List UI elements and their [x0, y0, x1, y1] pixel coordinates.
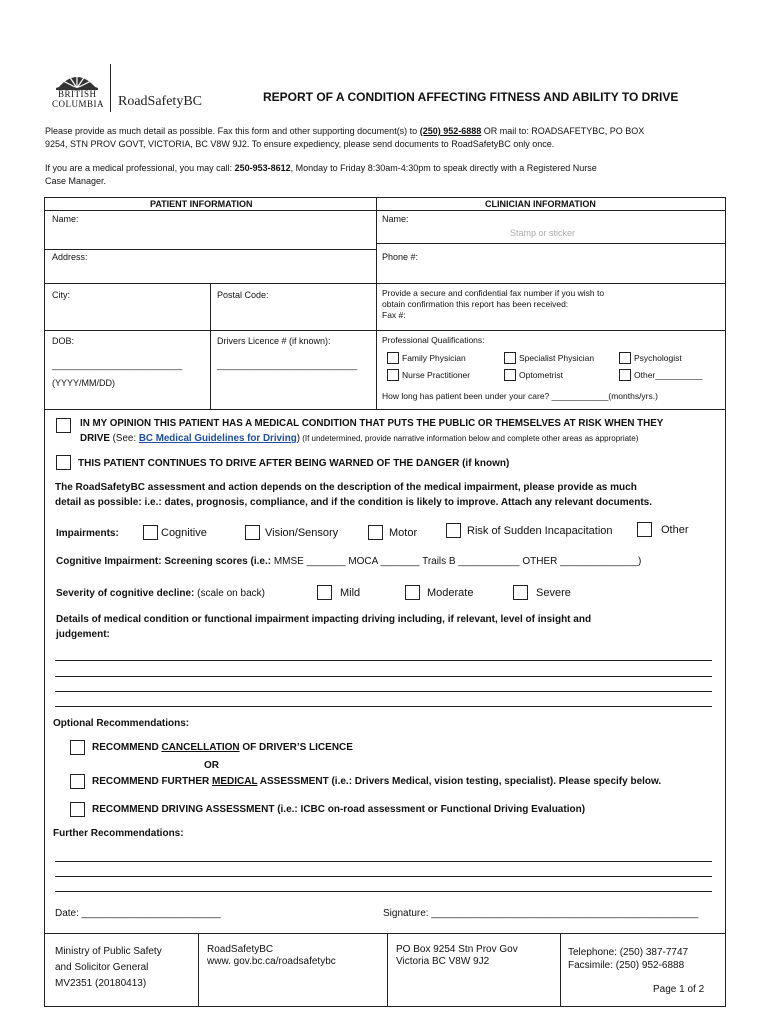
signature-field[interactable]: Signature: ________________________________________________ [383, 908, 699, 919]
cognitive-scores: Cognitive Impairment: Screening scores (i.e.: MMSE _______ MOCA _______ Trails B ___________ OTHER ______________) [56, 556, 642, 567]
form-number: MV2351 (20180413) [55, 978, 147, 989]
logo-gov-line2: COLUMBIA [52, 99, 105, 109]
form-title: REPORT OF A CONDITION AFFECTING FITNESS AND ABILITY TO DRIVE [263, 90, 679, 104]
other-qualification-checkbox[interactable] [619, 369, 631, 381]
moderate-label: Moderate [427, 587, 474, 599]
other-qualification-label: Other__________ [634, 370, 703, 380]
footer-table [44, 933, 726, 1007]
optometrist-checkbox[interactable] [504, 369, 516, 381]
fax-request: Provide a secure and confidential fax number if you wish to obtain confirmation this report has been received: Fax #: [382, 288, 605, 320]
mild-label: Mild [340, 587, 361, 599]
stamp-placeholder: Stamp or sticker [510, 228, 576, 238]
info-table [44, 197, 726, 410]
fax-number: (250) 952-6888 [419, 126, 482, 136]
patient-dob-line[interactable]: __________________________ [52, 360, 183, 370]
bc-guidelines-link[interactable]: BC Medical Guidelines for Driving [138, 433, 297, 444]
further-medical-checkbox[interactable] [70, 774, 85, 789]
further-line-2[interactable] [55, 876, 712, 877]
continues-driving-label: THIS PATIENT CONTINUES TO DRIVE AFTER BEING WARNED OF THE DANGER (if known) [78, 458, 510, 469]
patient-name-field[interactable] [95, 212, 370, 234]
date-field[interactable]: Date: _________________________ [55, 908, 221, 919]
assessment-note: The RoadSafetyBC assessment and action depends on the description of the medical impairment, please provide as much detail as possible: i.e.: dates, prognosis, compliance, and if the condition is likely to improve. Attach any relevant documents. [55, 482, 652, 508]
footer-website[interactable]: www. gov.bc.ca/roadsafetybc [207, 956, 336, 967]
page-number: Page 1 of 2 [653, 984, 705, 995]
further-medical-label: RECOMMEND FURTHER MEDICAL ASSESSMENT (i.e.: Drivers Medical, vision testing, specialist). Please specify below. [92, 776, 662, 787]
intro-paragraph-2: If you are a medical professional, you may call: 250-953-8612, Monday to Friday 8:30am-4:30pm to speak directly with a Registered Nurse Case Manager. [45, 163, 597, 186]
further-recommendations-label: Further Recommendations: [53, 828, 184, 839]
specialist-label: Specialist Physician [519, 353, 595, 363]
patient-postal-label: Postal Code: [217, 290, 269, 300]
patient-licence-label: Drivers Licence # (if known): [217, 336, 331, 346]
care-duration: How long has patient been under your care? ____________(months/yrs.) [382, 391, 658, 401]
details-line-4[interactable] [55, 706, 712, 707]
fax-label: Fax #: [382, 310, 406, 320]
severe-label: Severe [536, 587, 571, 599]
patient-dob-format: (YYYY/MM/DD) [52, 378, 115, 388]
logo-divider [110, 64, 111, 112]
family-physician-label: Family Physician [402, 353, 466, 363]
patient-address-label: Address: [52, 252, 88, 262]
sudden-incapacitation-checkbox[interactable] [446, 523, 461, 538]
details-line-1[interactable] [55, 660, 712, 661]
footer-address: PO Box 9254 Stn Prov Gov Victoria BC V8W 9J2 [396, 944, 518, 967]
clinician-phone-field[interactable] [430, 248, 720, 278]
vision-label: Vision/Sensory [265, 527, 339, 539]
nurse-practitioner-checkbox[interactable] [387, 369, 399, 381]
cognitive-checkbox[interactable] [143, 525, 158, 540]
other-impairment-checkbox[interactable] [637, 522, 652, 537]
intro-paragraph-1: Please provide as much detail as possible. Fax this form and other supporting document(s) to (250) 952-6888 OR mail to: ROADSAFETYBC, PO BOX 9254, STN PROV GOVT, VICTORIA, BC V8W 9J2. To ensure expediency, please send documents to RoadSafetyBC only once. [45, 126, 645, 149]
logo-agency: RoadSafetyBC [118, 94, 202, 109]
other-impairment-label: Other [661, 524, 689, 536]
patient-dob-label: DOB: [52, 336, 75, 346]
footer-contact: Telephone: (250) 387-7747 Facsimile: (250) 952-6888 [568, 947, 689, 971]
moderate-checkbox[interactable] [405, 585, 420, 600]
severity-label: Severity of cognitive decline: (scale on back) [56, 588, 265, 599]
further-line-1[interactable] [55, 861, 712, 862]
or-label: OR [204, 760, 219, 771]
nurse-phone: 250-953-8612 [234, 163, 291, 173]
psychologist-label: Psychologist [634, 353, 682, 363]
patient-header: PATIENT INFORMATION [150, 199, 253, 209]
patient-licence-line[interactable]: ____________________________ [217, 360, 358, 370]
logo-gov-line1: BRITISH [58, 89, 97, 99]
vision-checkbox[interactable] [245, 525, 260, 540]
mild-checkbox[interactable] [317, 585, 332, 600]
continues-driving-checkbox[interactable] [56, 455, 71, 470]
qualifications-label: Professional Qualifications: [382, 335, 485, 345]
recommendations-label: Optional Recommendations: [53, 718, 190, 729]
motor-checkbox[interactable] [368, 525, 383, 540]
nurse-practitioner-label: Nurse Practitioner [402, 370, 471, 380]
clinician-phone-label: Phone #: [382, 252, 419, 262]
motor-label: Motor [389, 527, 418, 539]
further-line-3[interactable] [55, 891, 712, 892]
psychologist-checkbox[interactable] [619, 352, 631, 364]
details-line-3[interactable] [55, 691, 712, 692]
footer-ministry: Ministry of Public Safety and Solicitor General MV2351 (20180413) [55, 944, 162, 992]
footer-agency: RoadSafetyBC www. gov.bc.ca/roadsafetybc [207, 944, 336, 967]
sun-crest-icon [56, 64, 98, 90]
cognitive-label: Cognitive [161, 527, 207, 539]
clinician-name-label: Name: [382, 214, 409, 224]
driving-assessment-checkbox[interactable] [70, 802, 85, 817]
family-physician-checkbox[interactable] [387, 352, 399, 364]
patient-address-field[interactable] [100, 250, 370, 280]
severe-checkbox[interactable] [513, 585, 528, 600]
risk-opinion-checkbox[interactable] [56, 418, 71, 433]
details-line-2[interactable] [55, 676, 712, 677]
risk-opinion-line2: DRIVE (See: BC Medical Guidelines for Driving) (If undetermined, provide narrative information below and complete other areas as appropriate) [80, 433, 639, 444]
impairments-label: Impairments: [56, 528, 119, 539]
clinician-header: CLINICIAN INFORMATION [485, 199, 596, 209]
cancellation-label: RECOMMEND CANCELLATION OF DRIVER’S LICENCE [92, 742, 353, 753]
risk-opinion-line1: IN MY OPINION THIS PATIENT HAS A MEDICAL CONDITION THAT PUTS THE PUBLIC OR THEMSELVES AT RISK WHEN THEY [80, 418, 664, 429]
optometrist-label: Optometrist [519, 370, 563, 380]
patient-city-label: City: [52, 290, 70, 300]
cancellation-checkbox[interactable] [70, 740, 85, 755]
bc-logo [52, 62, 202, 114]
details-label: Details of medical condition or functional impairment impacting driving including, if relevant, level of insight and judgement: [56, 614, 592, 640]
driving-assessment-label: RECOMMEND DRIVING ASSESSMENT (i.e.: ICBC on-road assessment or Functional Driving Evaluation) [92, 804, 586, 815]
specialist-checkbox[interactable] [504, 352, 516, 364]
sudden-incapacitation-label: Risk of Sudden Incapacitation [467, 525, 613, 537]
patient-name-label: Name: [52, 214, 79, 224]
